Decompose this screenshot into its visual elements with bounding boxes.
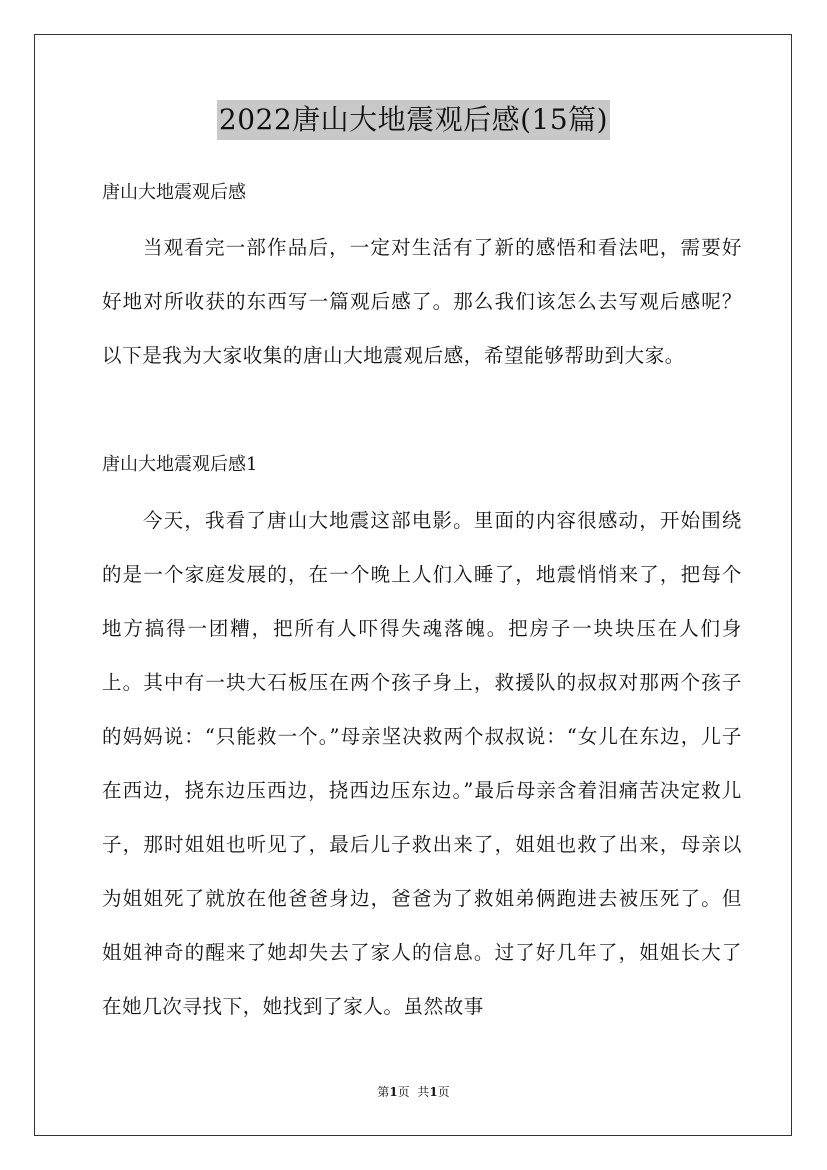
footer-page-suffix: 页 共: [397, 1085, 430, 1099]
footer-page-prefix: 第: [377, 1085, 390, 1099]
intro-paragraph: 当观看完一部作品后，一定对生活有了新的感悟和看法吧，需要好好地对所收获的东西写一篇观后感了。那么我们该怎么去写观后感呢？以下是我为大家收集的唐山大地震观后感，希望能够帮助到大家。: [102, 236, 742, 367]
title-text: 2022唐山大地震观后感(15篇): [217, 100, 610, 140]
section1-heading: 唐山大地震观后感1: [102, 454, 258, 475]
footer-total-pages: 1: [429, 1085, 438, 1099]
section1-paragraph: 今天，我看了唐山大地震这部电影。里面的内容很感动，开始围绕的是一个家庭发展的，在一个晚上人们入睡了，地震悄悄来了，把每个地方搞得一团糟，把所有人吓得失魂落魄。把房子一块块压在人们身上。其中有一块大石板压在两个孩子身上，救援队的叔叔对那两个孩子的妈妈说：“只能救一个。”母亲坚决救两个叔叔说：“女儿在东边，儿子在西边，挠东边压西边，挠西边压东边。”最后母亲含着泪痛苦决定救儿子，那时姐姐也听见了，最后儿子救出来了，姐姐也救了出来，母亲以为姐姐死了就放在他爸爸身边，爸爸为了救姐弟俩跑进去被压死了。但姐姐神奇的醒来了她却失去了家人的信息。过了好几年了，姐姐长大了在她几次寻找下，她找到了家人。虽然故事: [102, 509, 742, 1018]
footer-page-number: 1: [389, 1085, 398, 1099]
document-title: [0, 100, 827, 140]
intro-heading: 唐山大地震观后感: [102, 182, 246, 203]
footer-total-suffix: 页: [437, 1085, 450, 1099]
page-footer: [0, 1084, 827, 1100]
